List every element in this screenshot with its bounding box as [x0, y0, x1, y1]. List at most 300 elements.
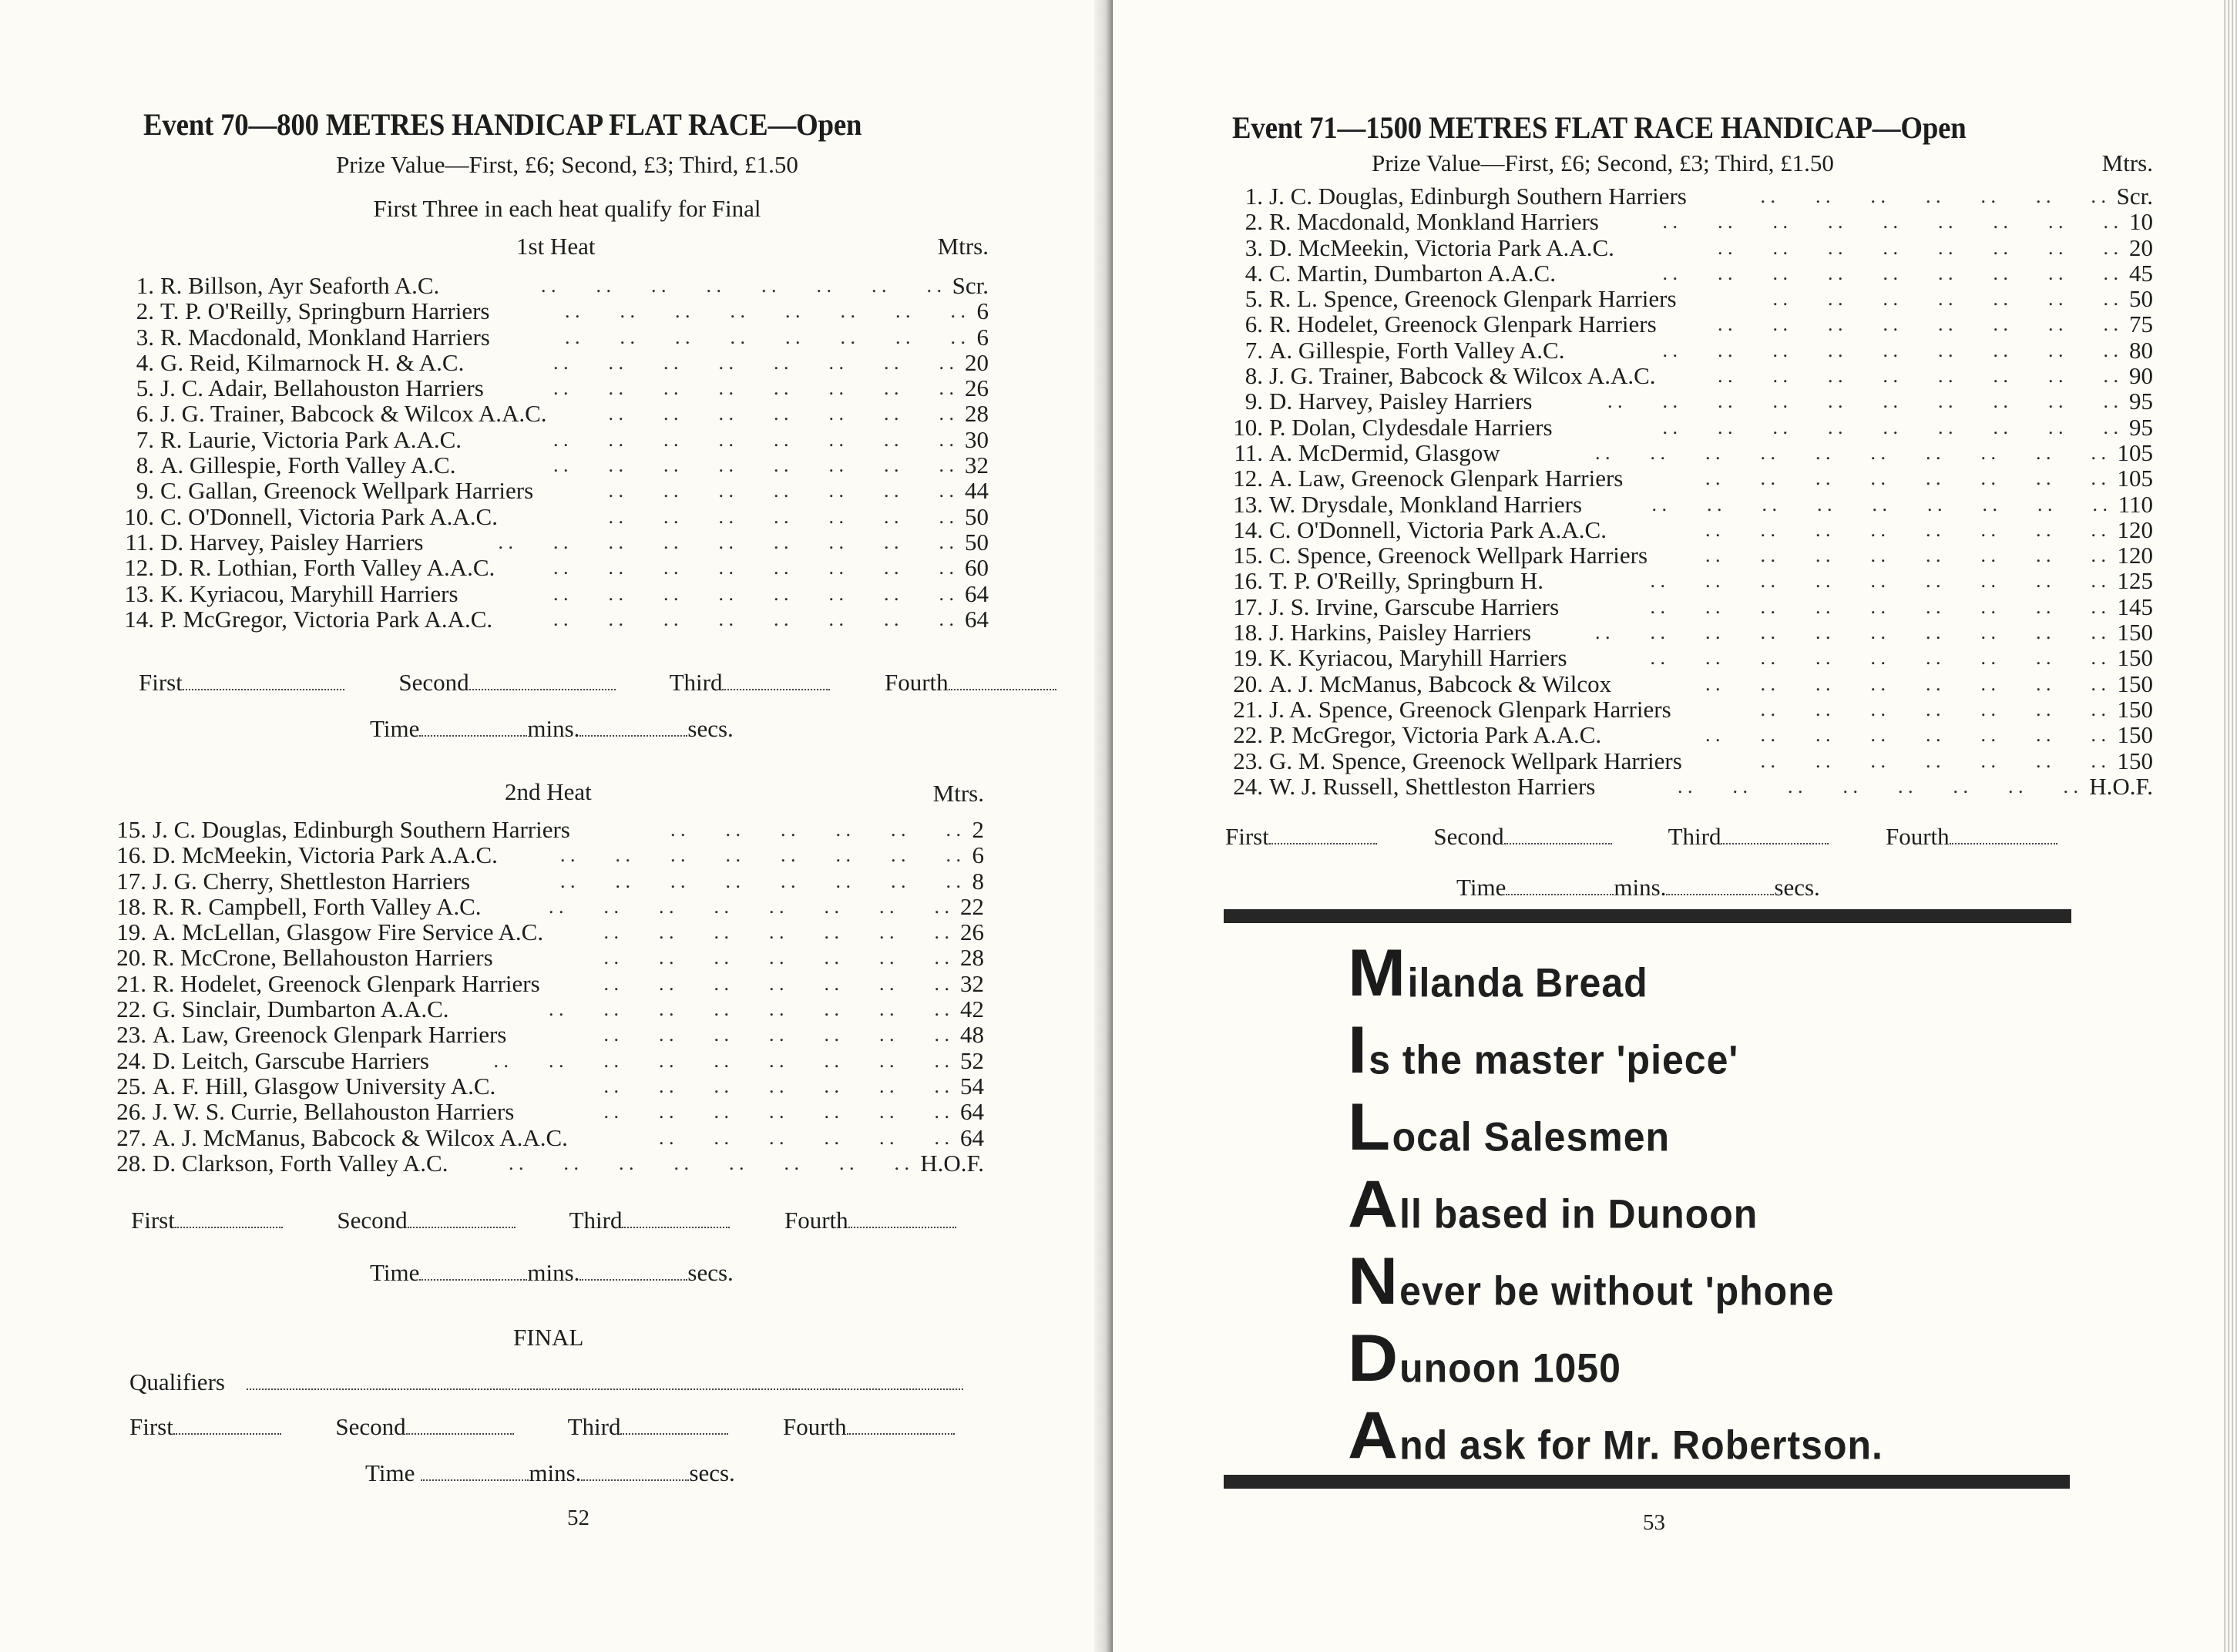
entry-number: 10.: [124, 502, 154, 530]
entry-number: 10.: [1233, 413, 1263, 441]
entry-handicap: 80: [2129, 336, 2153, 364]
entry-row: [1224, 311, 2153, 337]
entry-row: [116, 555, 989, 580]
entry-row: [108, 1150, 984, 1176]
dot-leader: . . . . . . . . . . . . . . . . . . . .: [1595, 441, 2106, 464]
entry-row: [108, 1073, 984, 1099]
second-label: Second: [337, 1207, 408, 1234]
entry-name: J. C. Douglas, Edinburgh Southern Harriers: [153, 816, 570, 843]
entry-name: A. F. Hill, Glasgow University A.C.: [153, 1072, 496, 1100]
first-blank[interactable]: [175, 1224, 283, 1228]
entry-name: J. C. Douglas, Edinburgh Southern Harriers: [1269, 183, 1687, 210]
entry-row: [116, 452, 989, 478]
second-blank[interactable]: [469, 686, 616, 690]
entry-row: [108, 971, 984, 996]
third-label: Third: [1668, 823, 1721, 850]
entry-number: 19.: [116, 918, 146, 946]
entry-number: 7.: [1244, 336, 1263, 364]
entry-name: C. O'Donnell, Victoria Park A.A.C.: [1269, 515, 1607, 543]
entry-name: G. M. Spence, Greenock Wellpark Harriers: [1269, 747, 1682, 774]
entry-name: D. McMeekin, Victoria Park A.A.C.: [1269, 233, 1614, 261]
dot-leader: . . . . . . . . . . . . . . . .: [565, 300, 966, 323]
entry-name: A. Gillespie, Forth Valley A.C.: [160, 452, 456, 479]
dot-leader: . . . . . . . . . . . . . .: [608, 479, 954, 502]
entry-handicap: H.O.F.: [2089, 772, 2153, 800]
third-blank[interactable]: [1721, 840, 1829, 844]
heat-2-time-line: [370, 1259, 734, 1287]
dot-leader: . . . . . . . . . . . . . . . . . .: [1650, 646, 2106, 670]
dot-leader: . . . . . . . . . . . . . . . .: [1718, 236, 2118, 259]
advert-acrostic-initial: M: [1348, 936, 1406, 1010]
dot-leader: . . . . . . . . . . . . . .: [603, 1100, 949, 1123]
entry-row: [108, 842, 984, 868]
event-70-title: Event 70—800 METRES HANDICAP FLAT RACE—Open: [143, 107, 862, 142]
entry-name: C. O'Donnell, Victoria Park A.A.C.: [160, 502, 498, 530]
entry-row: [1224, 388, 2153, 414]
heat-1-heading: 1st Heat: [516, 233, 596, 260]
entry-name: J. C. Adair, Bellahouston Harriers: [160, 374, 484, 402]
entry-number: 4.: [136, 348, 154, 376]
entry-handicap: 90: [2129, 362, 2153, 390]
secs-label: secs.: [1774, 874, 1820, 901]
entry-row: [1224, 209, 2153, 234]
entry-handicap: 6: [972, 841, 984, 869]
event-71-title: Event 71—1500 METRES FLAT RACE HANDICAP—Open: [1232, 110, 1967, 145]
advert-acrostic-initial: D: [1348, 1321, 1399, 1395]
dot-leader: . . . . . . . . . . . . . . . .: [541, 274, 942, 297]
dot-leader: . . . . . . . . . . . . . . . . . .: [493, 1049, 949, 1072]
entry-name: W. J. Russell, Shettleston Harriers: [1269, 772, 1596, 800]
advert-line: [1348, 1318, 2041, 1395]
entry-handicap: 150: [2117, 695, 2153, 723]
advert-line-text: ilanda Bread: [1407, 960, 1648, 1006]
entry-number: 12.: [1233, 465, 1263, 492]
dot-leader: . . . . . . . . . . . . . . . . . .: [1650, 569, 2106, 593]
dot-leader: . . . . . . . . . . . . . . . . . .: [1662, 338, 2118, 361]
entry-handicap: 64: [960, 1098, 984, 1126]
entry-number: 5.: [136, 374, 154, 402]
entry-row: [1224, 235, 2153, 260]
entry-row: [108, 996, 984, 1022]
entry-row: [108, 817, 984, 842]
dot-leader: . . . . . . . . . . . . . . . .: [1705, 518, 2106, 541]
dot-leader: . . . . . . . . . . . . . . . .: [1705, 467, 2106, 490]
entry-handicap: 120: [2117, 542, 2153, 569]
entry-handicap: H.O.F.: [920, 1149, 984, 1177]
entry-row: [1224, 183, 2153, 209]
entry-handicap: 54: [960, 1072, 984, 1100]
entry-row: [116, 350, 989, 375]
entry-number: 13.: [124, 579, 154, 607]
entry-number: 4.: [1244, 259, 1263, 287]
entry-row: [1224, 594, 2153, 620]
mins-blank[interactable]: [1506, 891, 1614, 895]
dot-leader: . . . . . . . . . . . . . .: [603, 972, 949, 995]
final-heading: FINAL: [513, 1324, 584, 1351]
secs-label: secs.: [687, 1259, 734, 1286]
event-71-mtrs-header: Mtrs.: [2101, 149, 2153, 176]
first-label: First: [1225, 823, 1269, 850]
entry-row: [116, 581, 989, 606]
entry-row: [1224, 748, 2153, 774]
page-number-53: 53: [1643, 1510, 1665, 1535]
entry-handicap: 50: [965, 502, 989, 530]
advert-acrostic-initial: N: [1348, 1244, 1399, 1318]
dot-leader: . . . . . . . . . . . . . .: [1760, 697, 2106, 720]
entry-number: 14.: [1233, 515, 1263, 543]
first-label: First: [131, 1207, 175, 1234]
entry-name: A. J. McManus, Babcock & Wilcox A.A.C.: [153, 1123, 568, 1151]
entry-number: 6.: [1244, 311, 1263, 338]
fourth-label: Fourth: [1885, 823, 1950, 850]
entry-name: P. McGregor, Victoria Park A.A.C.: [1269, 721, 1602, 749]
advert-line: [1348, 932, 2041, 1009]
entry-row: [1224, 440, 2153, 465]
entry-handicap: 105: [2117, 438, 2153, 466]
entry-number: 15.: [1233, 542, 1263, 569]
entry-number: 24.: [116, 1046, 146, 1074]
third-blank[interactable]: [622, 1224, 730, 1228]
entry-handicap: 32: [960, 969, 984, 997]
heat-1-time-line: [370, 715, 734, 743]
mins-label: mins.: [529, 1459, 582, 1486]
entry-handicap: 8: [972, 867, 984, 895]
first-blank[interactable]: [173, 1430, 281, 1435]
dot-leader: . . . . . . . . . . . . . . . .: [553, 556, 954, 579]
entry-name: C. Gallan, Greenock Wellpark Harriers: [160, 477, 534, 505]
entry-row: [108, 919, 984, 945]
advert-line-text: nd ask for Mr. Robertson.: [1399, 1422, 1883, 1469]
qualify-note: First Three in each heat qualify for Final: [373, 195, 761, 222]
entry-number: 8.: [136, 452, 154, 479]
third-blank[interactable]: [620, 1430, 728, 1435]
entry-row: [1224, 363, 2153, 388]
entry-number: 14.: [124, 605, 154, 633]
dot-leader: . . . . . . . . . . . . . .: [603, 1023, 949, 1046]
entry-name: G. Sinclair, Dumbarton A.A.C.: [153, 996, 449, 1023]
entry-name: D. Harvey, Paisley Harriers: [1269, 388, 1533, 415]
entry-name: J. W. S. Currie, Bellahouston Harriers: [153, 1098, 515, 1126]
entry-name: R. Hodelet, Greenock Glenpark Harriers: [153, 969, 540, 997]
dot-leader: . . . . . . . . . . . . . . . .: [1705, 544, 2106, 567]
entry-name: G. Reid, Kilmarnock H. & A.C.: [160, 348, 465, 376]
entry-row: [1224, 415, 2153, 440]
dot-leader: . . . . . . . . . . . .: [670, 818, 961, 841]
entry-number: 11.: [125, 528, 154, 556]
dot-leader: . . . . . . . . . . . . . . . . . .: [1651, 492, 2108, 515]
entry-handicap: 150: [2117, 747, 2153, 774]
entry-number: 25.: [116, 1072, 146, 1100]
entry-row: [1224, 722, 2153, 747]
entry-handicap: 64: [965, 579, 989, 607]
left-page: [0, 0, 1110, 1652]
entry-row: [116, 375, 989, 401]
heat-1-mtrs-header: Mtrs.: [937, 233, 989, 260]
second-blank[interactable]: [1504, 840, 1612, 844]
entry-handicap: 105: [2117, 465, 2153, 492]
entry-row: [116, 504, 989, 529]
entry-number: 2.: [1244, 208, 1263, 236]
entry-row: [1224, 542, 2153, 568]
entry-name: J. S. Irvine, Garscube Harriers: [1269, 593, 1560, 620]
fourth-label: Fourth: [782, 1413, 847, 1440]
fourth-label: Fourth: [884, 669, 949, 696]
entry-row: [108, 1099, 984, 1124]
entry-row: [108, 1022, 984, 1047]
entry-name: C. Spence, Greenock Wellpark Harriers: [1269, 542, 1648, 569]
advert-line-text: unoon 1050: [1399, 1345, 1621, 1392]
qualifiers-line: [129, 1368, 963, 1396]
entry-number: 19.: [1233, 644, 1263, 672]
heat-1-result-line: [139, 669, 1056, 697]
secs-blank[interactable]: [579, 1276, 687, 1281]
entry-name: D. Harvey, Paisley Harriers: [160, 528, 424, 556]
dot-leader: . . . . . . . . . . . . . . . .: [1718, 313, 2118, 336]
dot-leader: . . . . . . . . . . . . . . . .: [560, 869, 961, 892]
milanda-advert: [1348, 932, 2041, 1472]
page-number-52: 52: [567, 1506, 589, 1530]
entry-row: [108, 1048, 984, 1073]
dot-leader: . . . . . . . . . . . . . .: [608, 505, 954, 528]
entry-handicap: 6: [976, 297, 989, 325]
entry-handicap: 150: [2117, 721, 2153, 749]
entry-name: D. R. Lothian, Forth Valley A.A.C.: [160, 554, 495, 582]
entry-name: A. Gillespie, Forth Valley A.C.: [1269, 336, 1565, 364]
entry-number: 3.: [136, 323, 154, 351]
entry-number: 9.: [1244, 388, 1263, 415]
entry-row: [1224, 286, 2153, 311]
dot-leader: . . . . . . . . . . . . . . . .: [1705, 672, 2106, 695]
entry-row: [1224, 517, 2153, 542]
advert-line: [1348, 1395, 2041, 1472]
third-label: Third: [567, 1413, 621, 1440]
entry-handicap: 20: [965, 348, 989, 376]
secs-blank[interactable]: [1666, 891, 1774, 895]
entry-row: [108, 868, 984, 894]
entry-handicap: 42: [960, 996, 984, 1023]
second-label: Second: [1433, 823, 1504, 850]
entry-name: R. Laurie, Victoria Park A.A.C.: [160, 425, 462, 453]
book-gutter: [1094, 0, 1113, 1652]
secs-blank[interactable]: [581, 1476, 689, 1481]
entry-row: [108, 894, 984, 919]
entry-name: R. Billson, Ayr Seaforth A.C.: [160, 272, 440, 299]
dot-leader: . . . . . . . . . . . . . .: [603, 921, 949, 944]
entry-handicap: 64: [960, 1123, 984, 1151]
advert-line-text: ocal Salesmen: [1392, 1114, 1671, 1160]
first-blank[interactable]: [1269, 840, 1377, 844]
advert-acrostic-initial: I: [1348, 1013, 1368, 1087]
second-label: Second: [398, 669, 469, 696]
secs-label: secs.: [687, 715, 734, 742]
dot-leader: . . . . . . . . . . . . . . . . . . . .: [1607, 390, 2118, 413]
entry-name: K. Kyriacou, Maryhill Harriers: [160, 579, 458, 607]
entry-number: 23.: [116, 1021, 146, 1049]
fourth-blank[interactable]: [848, 1224, 956, 1228]
entry-number: 7.: [136, 425, 154, 453]
entry-name: R. McCrone, Bellahouston Harriers: [153, 944, 493, 972]
fourth-blank[interactable]: [1950, 840, 2057, 844]
right-page: [1113, 0, 2237, 1652]
entry-number: 13.: [1233, 490, 1263, 518]
dot-leader: . . . . . . . . . . . . . .: [1772, 287, 2118, 311]
dot-leader: . . . . . . . . . . . . . . . . . .: [1662, 210, 2118, 233]
entry-name: J. G. Trainer, Babcock & Wilcox A.A.C.: [1269, 362, 1656, 390]
entry-row: [1224, 492, 2153, 517]
entry-number: 26.: [116, 1098, 146, 1126]
entry-number: 16.: [116, 841, 146, 869]
entry-number: 15.: [116, 816, 146, 843]
entry-handicap: 110: [2118, 490, 2153, 518]
entry-row: [116, 606, 989, 632]
mins-label: mins.: [1614, 874, 1667, 901]
entry-name: R. L. Spence, Greenock Glenpark Harriers: [1269, 285, 1677, 313]
mins-blank[interactable]: [419, 732, 527, 737]
advert-line: [1348, 1163, 2041, 1241]
entry-handicap: 50: [965, 528, 989, 556]
dot-leader: . . . . . . . . . . . . . . . . . . . .: [1595, 621, 2106, 644]
entry-row: [108, 945, 984, 970]
event-71-prize-value: Prize Value—First, £6; Second, £3; Third, £1.50: [1372, 149, 1834, 176]
entry-handicap: 44: [965, 477, 989, 505]
entry-handicap: 95: [2129, 388, 2153, 415]
second-blank[interactable]: [408, 1224, 516, 1228]
advert-line-text: s the master 'piece': [1369, 1037, 1739, 1083]
entry-number: 27.: [116, 1123, 146, 1151]
entry-row: [1224, 568, 2153, 593]
entry-row: [116, 529, 989, 555]
entry-handicap: 64: [965, 605, 989, 633]
entry-handicap: 45: [2129, 259, 2153, 287]
entry-name: A. Law, Greenock Glenpark Harriers: [1269, 465, 1624, 492]
entry-name: P. McGregor, Victoria Park A.A.C.: [160, 605, 493, 633]
entry-handicap: 120: [2117, 515, 2153, 543]
time-label: Time: [365, 1459, 415, 1486]
dot-leader: . . . . . . . . . . . . . . . .: [1705, 724, 2106, 747]
advert-line: [1348, 1241, 2041, 1318]
time-label: Time: [370, 715, 420, 742]
mins-label: mins.: [527, 1259, 580, 1286]
entry-number: 17.: [116, 867, 146, 895]
advert-acrostic-initial: L: [1348, 1090, 1391, 1164]
entry-handicap: 150: [2117, 619, 2153, 646]
entry-handicap: 10: [2129, 208, 2153, 236]
entry-number: 9.: [136, 477, 154, 505]
entry-handicap: 22: [960, 892, 984, 920]
event-71-result-line: [1225, 823, 2057, 851]
first-blank[interactable]: [183, 686, 344, 690]
entry-name: J. G. Trainer, Babcock & Wilcox A.A.C.: [160, 400, 547, 428]
entry-number: 16.: [1233, 567, 1263, 595]
entry-name: J. A. Spence, Greenock Glenpark Harriers: [1269, 695, 1671, 723]
dot-leader: . . . . . . . . . . . . . .: [603, 946, 949, 969]
entry-name: R. R. Campbell, Forth Valley A.C.: [153, 892, 482, 920]
entry-handicap: Scr.: [952, 272, 989, 299]
dot-leader: . . . . . . . . . . . . . . . .: [553, 351, 954, 374]
entry-row: [1224, 260, 2153, 286]
third-label: Third: [669, 669, 723, 696]
heat-1-entry-list: [116, 273, 989, 632]
dot-leader: . . . . . . . . . . . . . .: [608, 402, 954, 425]
entry-row: [1224, 697, 2153, 722]
entry-number: 21.: [1233, 695, 1263, 723]
entry-handicap: 32: [965, 452, 989, 479]
event-70-prize-value: Prize Value—First, £6; Second, £3; Third, £1.50: [336, 151, 798, 178]
entry-name: C. Martin, Dumbarton A.A.C.: [1269, 259, 1556, 287]
entry-row: [1224, 671, 2153, 697]
time-label: Time: [1456, 874, 1506, 901]
entry-name: A. McLellan, Glasgow Fire Service A.C.: [153, 918, 544, 946]
entry-row: [116, 478, 989, 503]
entry-number: 22.: [1233, 721, 1263, 749]
entry-name: R. Macdonald, Monkland Harriers: [1269, 208, 1599, 236]
advert-line-text: ll based in Dunoon: [1399, 1191, 1758, 1237]
entry-handicap: Scr.: [2116, 183, 2153, 210]
entry-row: [1224, 645, 2153, 670]
qualifiers-blank[interactable]: [247, 1385, 963, 1390]
second-blank[interactable]: [406, 1430, 514, 1435]
entry-row: [1224, 774, 2153, 799]
entry-handicap: 28: [965, 400, 989, 428]
advert-top-rule: [1224, 909, 2071, 923]
third-blank[interactable]: [722, 686, 830, 690]
heat-2-entry-list: [108, 817, 984, 1176]
secs-blank[interactable]: [579, 732, 687, 737]
mins-blank[interactable]: [419, 1276, 527, 1281]
fourth-blank[interactable]: [847, 1430, 955, 1435]
final-time-line: [365, 1459, 735, 1487]
fourth-blank[interactable]: [949, 686, 1056, 690]
entry-handicap: 150: [2117, 670, 2153, 697]
entry-handicap: 150: [2117, 644, 2153, 672]
entry-name: A. J. McManus, Babcock & Wilcox: [1269, 670, 1612, 697]
entry-number: 20.: [1233, 670, 1263, 697]
advert-acrostic-initial: A: [1348, 1398, 1399, 1472]
entry-name: R. Hodelet, Greenock Glenpark Harriers: [1269, 311, 1657, 338]
dot-leader: . . . . . . . . . . . . . . . .: [1718, 364, 2118, 388]
first-label: First: [129, 1413, 173, 1440]
entry-number: 3.: [1244, 233, 1263, 261]
second-label: Second: [335, 1413, 406, 1440]
entry-row: [108, 1125, 984, 1150]
entry-row: [1224, 337, 2153, 363]
dot-leader: . . . . . . . . . . . . . . . .: [509, 1151, 909, 1174]
entry-name: P. Dolan, Clydesdale Harriers: [1269, 413, 1553, 441]
dot-leader: . . . . . . . . . . . . . . . .: [553, 377, 954, 400]
entry-row: [116, 427, 989, 452]
entry-name: J. Harkins, Paisley Harriers: [1269, 619, 1532, 646]
entry-name: A. Law, Greenock Glenpark Harriers: [153, 1021, 507, 1049]
entry-handicap: 48: [960, 1021, 984, 1049]
entry-handicap: 75: [2129, 311, 2153, 338]
entry-number: 8.: [1244, 362, 1263, 390]
mins-blank[interactable]: [421, 1476, 529, 1481]
dot-leader: . . . . . . . . . . . . . . . . . .: [1662, 261, 2118, 284]
heat-2-result-line: [131, 1207, 956, 1234]
page-stack-edge: [2222, 0, 2237, 1652]
qualifiers-label: Qualifiers: [129, 1368, 225, 1395]
heat-2-mtrs-header: Mtrs.: [932, 780, 984, 807]
entry-row: [116, 324, 989, 350]
entry-number: 12.: [124, 554, 154, 582]
entry-handicap: 145: [2117, 593, 2153, 620]
final-result-line: [129, 1413, 955, 1441]
entry-name: R. Macdonald, Monkland Harriers: [160, 323, 490, 351]
entry-name: T. P. O'Reilly, Springburn Harriers: [160, 297, 490, 325]
entry-handicap: 6: [976, 323, 989, 351]
entry-name: T. P. O'Reilly, Springburn H.: [1269, 567, 1544, 595]
mins-label: mins.: [527, 715, 580, 742]
